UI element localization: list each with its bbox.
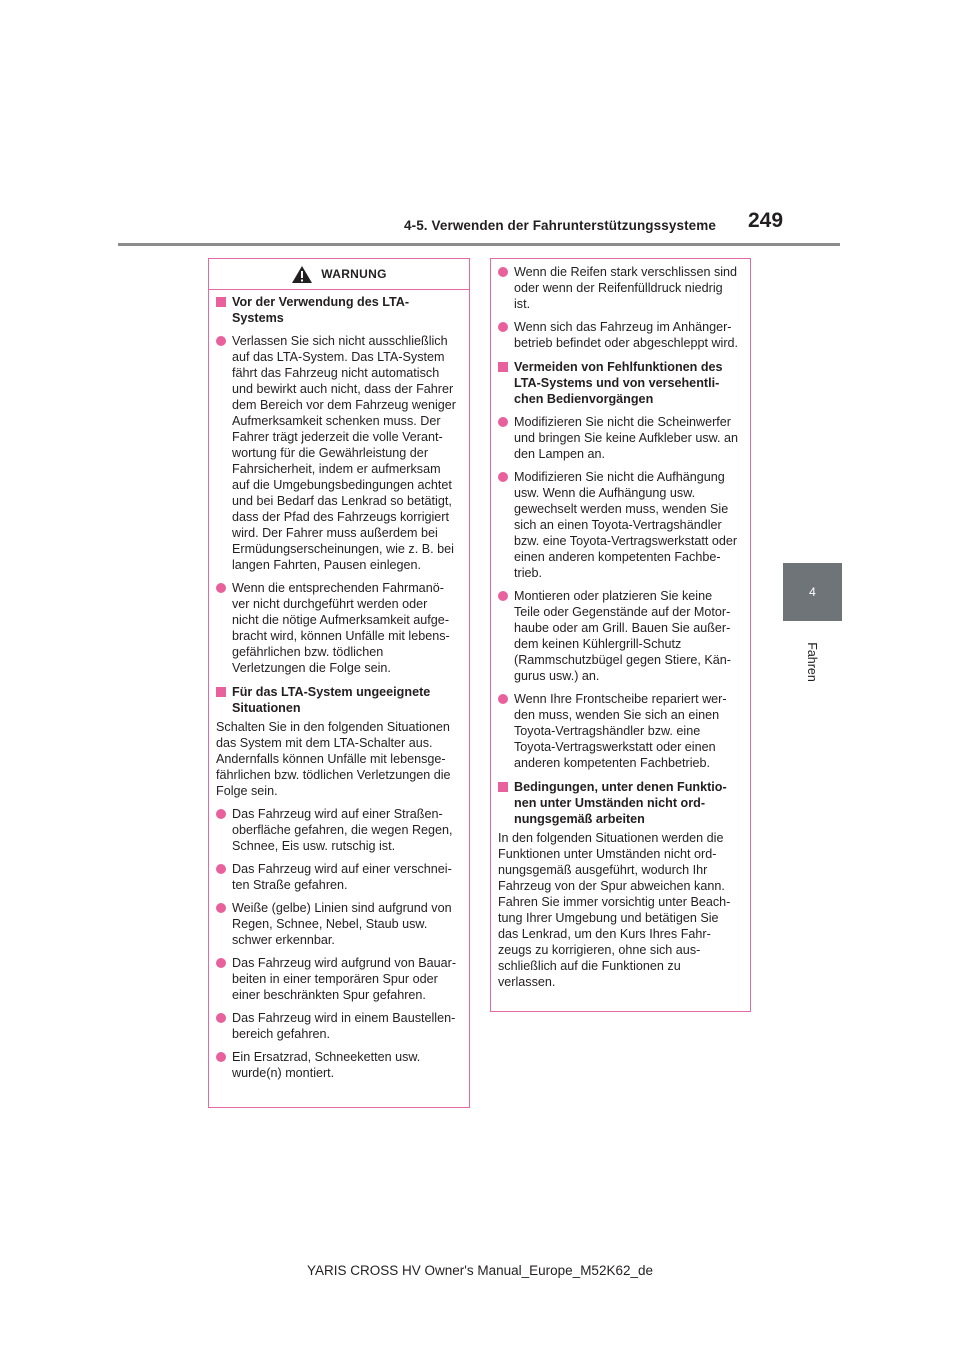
text-line: Modifizieren Sie nicht die Aufhängung xyxy=(514,470,725,484)
text-line: Andernfalls können Unfälle mit lebensge- xyxy=(216,752,446,766)
text-line: schließlich auf die Funktionen zu xyxy=(498,959,681,973)
warning-box-left xyxy=(208,258,470,1108)
text-line: nen unter Umständen nicht ord- xyxy=(514,796,706,810)
text-line: Folge sein. xyxy=(216,784,278,798)
text-line: Toyota-Vertragshändler bzw. eine xyxy=(514,724,701,738)
footer-manual-id: YARIS CROSS HV Owner's Manual_Europe_M52K62_de xyxy=(307,1263,653,1278)
text-line: wortung für die Gewährleistung der xyxy=(232,446,429,460)
text-line: schwer erkennbar. xyxy=(232,933,335,947)
text-line: Ein Ersatzrad, Schneeketten usw. xyxy=(232,1050,421,1064)
text-line: bracht wird, können Unfälle mit lebens- xyxy=(232,629,450,643)
text-line: usw. Wenn die Aufhängung usw. xyxy=(514,486,696,500)
text-line: den muss, wenden Sie sich an einen xyxy=(514,708,720,722)
text-line: wurde(n) montiert. xyxy=(232,1066,335,1080)
text-line: Vermeiden von Fehlfunktionen des xyxy=(514,360,723,374)
text-line: Ermüdungserscheinungen, wie z. B. bei xyxy=(232,542,454,556)
bullet-item xyxy=(216,333,463,573)
text-line: Das Fahrzeug wird in einem Baustellen- xyxy=(232,1011,456,1025)
warning-triangle-icon xyxy=(291,265,313,284)
text-line: (Rammschutzbügel gegen Stiere, Kän- xyxy=(514,653,732,667)
text-line: Das Fahrzeug wird aufgrund von Bauar- xyxy=(232,956,457,970)
chapter-number: 4 xyxy=(809,585,816,599)
text-line: Teile oder Gegenstände auf der Motor- xyxy=(514,605,731,619)
text-line: langen Fahrten, Pausen einlegen. xyxy=(232,558,422,572)
text-line: ten Straße gefahren. xyxy=(232,878,348,892)
bullet-item xyxy=(216,955,463,1003)
text-line: verlassen. xyxy=(498,975,556,989)
text-line: gewechselt werden muss, wenden Sie xyxy=(514,502,729,516)
text-line: ver nicht durchgeführt werden oder xyxy=(232,597,428,611)
text-line: nicht die nötige Aufmerksamkeit aufge- xyxy=(232,613,450,627)
bullet-item xyxy=(498,319,744,351)
text-line: dem Bereich vor dem Fahrzeug weniger xyxy=(232,398,456,412)
header-divider xyxy=(118,243,840,246)
warning-heading: WARNUNG xyxy=(321,267,387,281)
text-line: Modifizieren Sie nicht die Scheinwerfer xyxy=(514,415,731,429)
text-line: Wenn die entsprechenden Fahrmanö- xyxy=(232,581,444,595)
text-line: Wenn die Reifen stark verschlissen sind xyxy=(514,265,738,279)
chapter-label xyxy=(792,632,832,692)
bullet-item xyxy=(216,806,463,854)
text-line: auf die Umgebungsbedingungen achtet xyxy=(232,478,452,492)
text-line: fährlichen bzw. tödlichen Verletzungen die xyxy=(216,768,451,782)
page-number: 249 xyxy=(748,209,784,232)
text-line: Montieren oder platzieren Sie keine xyxy=(514,589,713,603)
text-line: betrieb befindet oder abgeschleppt wird. xyxy=(514,336,739,350)
bullet-item xyxy=(216,900,463,948)
text-line: Für das LTA-System ungeeignete xyxy=(232,685,431,699)
text-line: Fahren Sie immer vorsichtig unter Beach- xyxy=(498,895,731,909)
warning-content-right xyxy=(491,259,750,990)
text-line: Vor der Verwendung des LTA- xyxy=(232,295,410,309)
text-line: Systems xyxy=(232,311,284,325)
text-line: und bewirkt auch nicht, dass der Fahrer xyxy=(232,382,454,396)
text-line: gefährlichen bzw. tödlichen xyxy=(232,645,384,659)
text-line: Funktionen unter Umständen nicht ord- xyxy=(498,847,717,861)
text-line: Wenn sich das Fahrzeug im Anhänger- xyxy=(514,320,732,334)
section-heading xyxy=(216,294,463,326)
section-header-title: 4-5. Verwenden der Fahrunterstützungssysteme xyxy=(404,218,716,233)
text-line: und bei Bedarf das Lenkrad so betätigt, xyxy=(232,494,452,508)
bullet-item xyxy=(498,691,744,771)
bullet-item xyxy=(498,469,744,581)
text-line: Situationen xyxy=(232,701,301,715)
text-line: chen Bedienvorgängen xyxy=(514,392,654,406)
text-line: oder wenn der Reifenfülldruck niedrig xyxy=(514,281,723,295)
bullet-item xyxy=(216,580,463,676)
text-line: Verletzungen die Folge sein. xyxy=(232,661,391,675)
chapter-tab xyxy=(783,563,842,621)
text-line: dass der Pfad des Fahrzeugs korrigiert xyxy=(232,510,449,524)
text-line: Aufmerksamkeit schenken muss. Der xyxy=(232,414,441,428)
paragraph xyxy=(498,830,744,990)
text-line: Das Fahrzeug wird auf einer Straßen- xyxy=(232,807,443,821)
text-line: oberfläche gefahren, die wegen Regen, xyxy=(232,823,453,837)
warning-box-right xyxy=(490,258,751,1012)
text-line: auf das LTA-System. Das LTA-System xyxy=(232,350,445,364)
text-line: das Lenkrad, um den Kurs Ihres Fahr- xyxy=(498,927,711,941)
section-heading xyxy=(498,779,744,827)
text-line: ist. xyxy=(514,297,531,311)
text-line: bereich gefahren. xyxy=(232,1027,331,1041)
bullet-item xyxy=(498,588,744,684)
text-line: einen anderen kompetenten Fachbe- xyxy=(514,550,721,564)
text-line: dem keinen Kühlergrill-Schutz xyxy=(514,637,682,651)
text-line: nungsgemäß arbeiten xyxy=(514,812,645,826)
paragraph xyxy=(216,719,463,799)
section-heading xyxy=(498,359,744,407)
text-line: fährt das Fahrzeug nicht automatisch xyxy=(232,366,440,380)
text-line: den Lampen an. xyxy=(514,447,606,461)
text-line: das System mit dem LTA-Schalter aus. xyxy=(216,736,433,750)
text-line: Fahrer trägt jederzeit die volle Verant- xyxy=(232,430,443,444)
text-line: Fahrsicherheit, indem er aufmerksam xyxy=(232,462,441,476)
text-line: Weiße (gelbe) Linien sind aufgrund von xyxy=(232,901,452,915)
text-line: bzw. eine Toyota-Vertragswerkstatt oder xyxy=(514,534,738,548)
text-line: gurus usw.) an. xyxy=(514,669,600,683)
text-line: sich an einen Toyota-Vertragshändler xyxy=(514,518,722,532)
text-line: tung Ihrer Umgebung und betätigen Sie xyxy=(498,911,719,925)
section-heading xyxy=(216,684,463,716)
text-line: Toyota-Vertragswerkstatt oder einen xyxy=(514,740,716,754)
text-line: wird. Der Fahrer muss außerdem bei xyxy=(232,526,438,540)
text-line: Regen, Schnee, Nebel, Staub usw. xyxy=(232,917,428,931)
text-line: Verlassen Sie sich nicht ausschließlich xyxy=(232,334,448,348)
text-line: einer beschränkten Spur gefahren. xyxy=(232,988,426,1002)
text-line: Schalten Sie in den folgenden Situationen xyxy=(216,720,450,734)
text-line: anderen kompetenten Fachbetrieb. xyxy=(514,756,711,770)
bullet-item xyxy=(498,264,744,312)
text-line: Fahrzeug von der Spur abweichen kann. xyxy=(498,879,725,893)
text-line: trieb. xyxy=(514,566,542,580)
chapter-label-text: Fahren xyxy=(805,642,819,682)
text-line: Bedingungen, unter denen Funktio- xyxy=(514,780,727,794)
text-line: zeugs zu korrigieren, ohne sich aus- xyxy=(498,943,701,957)
text-line: LTA-Systems und von versehentli- xyxy=(514,376,720,390)
text-line: Schnee, Eis usw. rutschig ist. xyxy=(232,839,396,853)
text-line: nungsgemäß ausgeführt, wodurch Ihr xyxy=(498,863,708,877)
warning-header xyxy=(209,259,469,290)
text-line: haube oder am Grill. Bauen Sie außer- xyxy=(514,621,731,635)
text-line: und bringen Sie keine Aufkleber usw. an xyxy=(514,431,739,445)
text-line: Wenn Ihre Frontscheibe repariert wer- xyxy=(514,692,727,706)
text-line: Das Fahrzeug wird auf einer verschnei- xyxy=(232,862,452,876)
bullet-item xyxy=(216,1049,463,1081)
warning-content-left xyxy=(209,290,469,1081)
bullet-item xyxy=(216,1010,463,1042)
bullet-item xyxy=(498,414,744,462)
text-line: In den folgenden Situationen werden die xyxy=(498,831,724,845)
text-line: beiten in einer temporären Spur oder xyxy=(232,972,438,986)
bullet-item xyxy=(216,861,463,893)
